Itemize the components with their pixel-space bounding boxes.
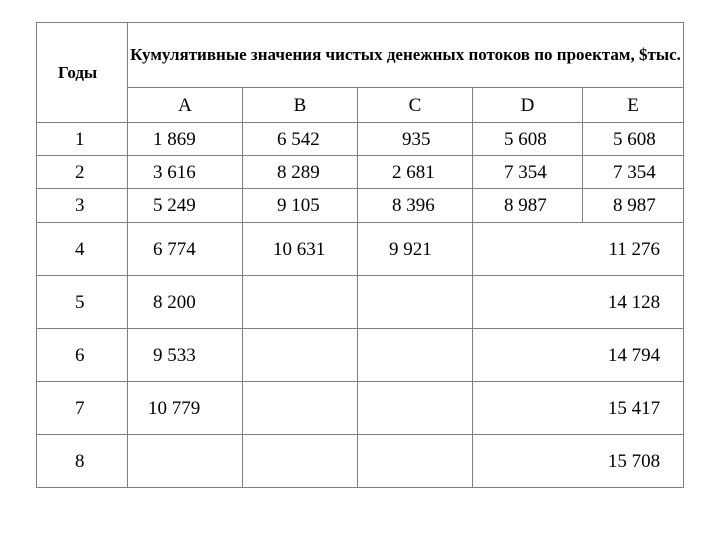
project-header-b: B [243, 88, 358, 123]
year-cell: 8 [37, 435, 128, 488]
main-header: Кумулятивные значения чистых денежных потоков по проектам, $тыс. [128, 23, 684, 88]
value-cell-c [358, 276, 473, 329]
value-cell-b [243, 435, 358, 488]
value-cell-e: 15 417 [583, 382, 684, 435]
value-cell-e: 7 354 [583, 156, 684, 189]
table-row [37, 156, 684, 189]
value-cell-c [358, 329, 473, 382]
project-header-d: D [473, 88, 583, 123]
value-cell-b [243, 329, 358, 382]
value-cell-c [358, 435, 473, 488]
value-cell-b: 9 105 [243, 189, 358, 223]
value-cell-a: 10 779 [128, 382, 243, 435]
value-cell-d: 5 608 [473, 123, 583, 156]
value-cell-b [243, 276, 358, 329]
value-cell-e: 8 987 [583, 189, 684, 223]
year-cell: 2 [37, 156, 128, 189]
value-cell-c: 8 396 [358, 189, 473, 223]
value-cell-e: 15 708 [583, 435, 684, 488]
value-cell-d [473, 382, 583, 435]
table-row [37, 123, 684, 156]
year-cell: 3 [37, 189, 128, 223]
year-cell: 1 [37, 123, 128, 156]
value-cell-d: 7 354 [473, 156, 583, 189]
value-cell-c: 9 921 [358, 223, 473, 276]
table-row [37, 276, 684, 329]
table-row [37, 189, 684, 223]
year-cell: 5 [37, 276, 128, 329]
value-cell-c: 935 [358, 123, 473, 156]
project-header-a: A [128, 88, 243, 123]
year-cell: 6 [37, 329, 128, 382]
table-row [37, 382, 684, 435]
year-cell: 4 [37, 223, 128, 276]
value-cell-a: 3 616 [128, 156, 243, 189]
value-cell-a: 8 200 [128, 276, 243, 329]
project-header-e: E [583, 88, 684, 123]
value-cell-c [358, 382, 473, 435]
value-cell-a: 6 774 [128, 223, 243, 276]
year-cell: 7 [37, 382, 128, 435]
value-cell-d [473, 276, 583, 329]
table-row [37, 329, 684, 382]
value-cell-e: 14 128 [583, 276, 684, 329]
value-cell-b: 8 289 [243, 156, 358, 189]
years-column-header: Годы [37, 23, 128, 123]
value-cell-e: 11 276 [583, 223, 684, 276]
value-cell-d [473, 223, 583, 276]
value-cell-d [473, 435, 583, 488]
value-cell-b: 10 631 [243, 223, 358, 276]
project-header-c: C [358, 88, 473, 123]
value-cell-a: 5 249 [128, 189, 243, 223]
value-cell-b: 6 542 [243, 123, 358, 156]
value-cell-a: 9 533 [128, 329, 243, 382]
value-cell-c: 2 681 [358, 156, 473, 189]
cumulative-cash-flow-table [36, 22, 684, 488]
table-row [37, 435, 684, 488]
value-cell-e: 5 608 [583, 123, 684, 156]
table-row [37, 223, 684, 276]
header-row [37, 23, 684, 88]
value-cell-e: 14 794 [583, 329, 684, 382]
value-cell-d: 8 987 [473, 189, 583, 223]
value-cell-a [128, 435, 243, 488]
value-cell-d [473, 329, 583, 382]
value-cell-a: 1 869 [128, 123, 243, 156]
value-cell-b [243, 382, 358, 435]
project-header-row [37, 88, 684, 123]
